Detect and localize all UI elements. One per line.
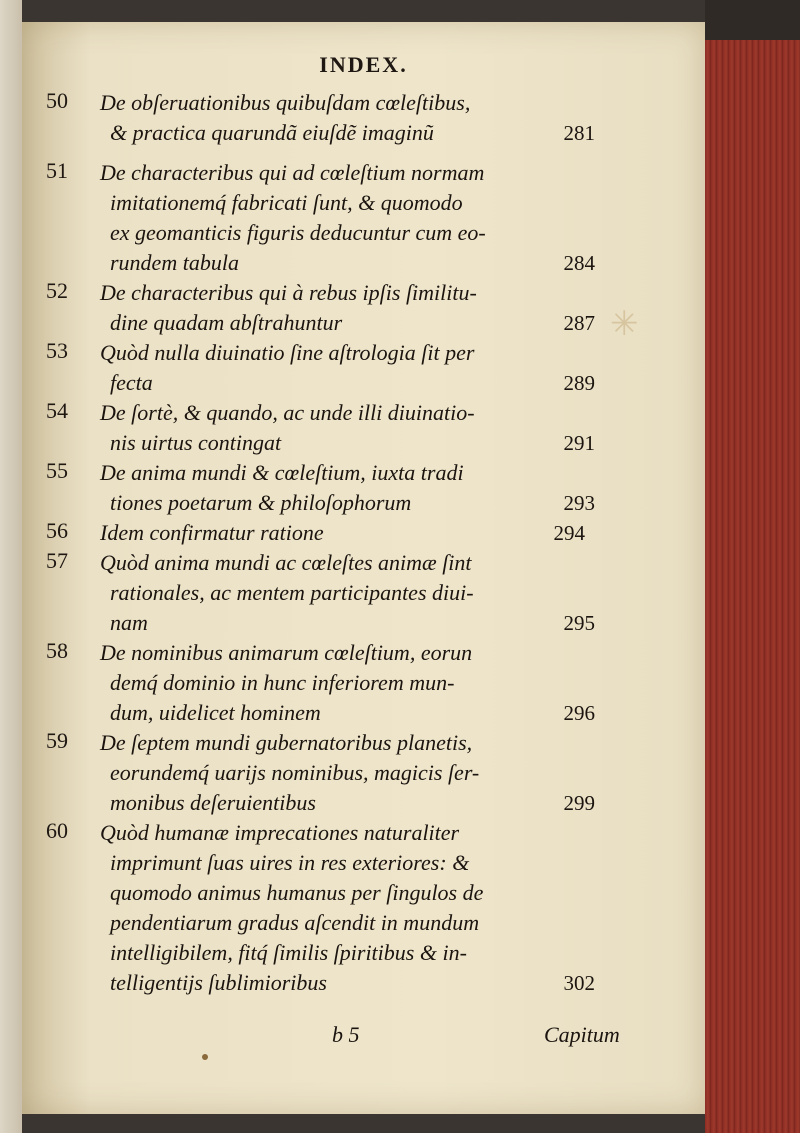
chapter-number: 51 (46, 158, 68, 183)
page-number: 295 (563, 611, 595, 635)
page-number: 291 (563, 431, 595, 455)
entry-text: monibus deſeruientibus (110, 790, 316, 815)
chapter-number: 53 (46, 338, 68, 363)
background-dark (705, 0, 800, 40)
entry-line (110, 118, 595, 148)
entry-text: tiones poetarum & philoſophorum (110, 490, 412, 515)
entry-text: rationales, ac mentem participantes diui- (110, 580, 474, 605)
entry-text: De characteribus qui ad cœleſtium normam (100, 160, 485, 185)
entry-text: imitationemq́ fabricati ſunt, & quomodo (110, 190, 463, 215)
chapter-number: 52 (46, 278, 68, 303)
index-entry (22, 158, 705, 278)
entry-text: rundem tabula (110, 250, 239, 275)
entry-text: nis uirtus contingat (110, 430, 282, 455)
entry-line (100, 158, 585, 188)
entry-text: De nominibus animarum cœleſtium, eorun (100, 640, 473, 665)
entry-text: telligentijs ſublimioribus (110, 970, 327, 995)
entry-text: Quòd anima mundi ac cœleſtes animæ ſint (100, 550, 472, 575)
page-number: 296 (563, 701, 595, 725)
entry-text: Quòd nulla diuinatio ſine aſtrologia ſit per (100, 340, 475, 365)
index-entry (22, 338, 705, 398)
signature-mark: b 5 (332, 1022, 360, 1047)
entry-text: quomodo animus humanus per ſingulos de (110, 880, 484, 905)
entry-line (110, 938, 595, 968)
entry-line (110, 188, 595, 218)
page-number: 287 (563, 311, 595, 335)
entry-text: demq́ dominio in hunc inferiorem mun- (110, 670, 455, 695)
chapter-number: 50 (46, 88, 68, 113)
entry-text: imprimunt ſuas uires in res exteriores: & (110, 850, 470, 875)
entry-line (100, 278, 585, 308)
entry-line (110, 488, 595, 518)
entry-line (100, 548, 585, 578)
entry-text: Quòd humanæ imprecationes naturaliter (100, 820, 460, 845)
entry-text: intelligibilem, fitq́ ſimilis ſpiritibus & in- (110, 940, 467, 965)
entry-text: Idem confirmatur ratione (100, 520, 324, 545)
entry-line (110, 758, 595, 788)
entry-text: De characteribus qui à rebus ipſis ſimilitu- (100, 280, 477, 305)
entry-text: De anima mundi & cœleſtium, iuxta tradi (100, 460, 464, 485)
book-binding (0, 0, 22, 1133)
entry-text: eorundemq́ uarijs nominibus, magicis ſer- (110, 760, 480, 785)
page-footer (22, 1022, 705, 1056)
entry-text: ex geomanticis figuris deducuntur cum eo- (110, 220, 486, 245)
entry-line (110, 308, 595, 338)
catchword: Capitum (544, 1022, 620, 1047)
entry-line (110, 428, 595, 458)
index-entry (22, 398, 705, 458)
index-entry (22, 518, 705, 548)
entry-line (110, 248, 595, 278)
ink-spot (202, 1054, 208, 1060)
entry-text: dum, uidelicet hominem (110, 700, 321, 725)
entry-line (110, 668, 595, 698)
chapter-number: 55 (46, 458, 68, 483)
entry-line (110, 608, 595, 638)
page-number: 293 (563, 491, 595, 515)
index-entry (22, 638, 705, 728)
entry-text: fecta (110, 370, 153, 395)
entry-text: nam (110, 610, 148, 635)
entry-line (110, 368, 595, 398)
entry-text: De obſeruationibus quibuſdam cœleſtibus, (100, 90, 471, 115)
entry-line (100, 458, 585, 488)
entry-line (100, 818, 585, 848)
chapter-number: 56 (46, 518, 68, 543)
entry-line (100, 518, 585, 548)
entry-text: De ſortè, & quando, ac unde illi diuinatio- (100, 400, 475, 425)
entry-line (110, 218, 595, 248)
entry-line (110, 578, 595, 608)
page-header: INDEX. (319, 52, 408, 77)
entry-line (110, 848, 595, 878)
index-entry (22, 728, 705, 818)
entry-line (100, 88, 585, 118)
page-number: 284 (563, 251, 595, 275)
chapter-number: 58 (46, 638, 68, 663)
index-entries (22, 22, 705, 1114)
page-number: 302 (563, 971, 595, 995)
index-entry (22, 458, 705, 518)
index-entry (22, 88, 705, 148)
index-entry (22, 548, 705, 638)
page-number: 294 (553, 521, 585, 545)
entry-line (100, 638, 585, 668)
entry-line (100, 338, 585, 368)
entry-line (110, 878, 595, 908)
chapter-number: 59 (46, 728, 68, 753)
chapter-number: 54 (46, 398, 68, 423)
book-edge-red (705, 40, 800, 1133)
entry-line (110, 788, 595, 818)
index-entry (22, 818, 705, 998)
book-page (22, 22, 705, 1114)
entry-line (110, 968, 595, 998)
index-entry (22, 278, 705, 338)
entry-text: De ſeptem mundi gubernatoribus planetis, (100, 730, 473, 755)
entry-line (100, 398, 585, 428)
page-number: 299 (563, 791, 595, 815)
entry-text: dine quadam abſtrahuntur (110, 310, 343, 335)
entry-line (110, 698, 595, 728)
entry-line (100, 728, 585, 758)
page-number: 289 (563, 371, 595, 395)
chapter-number: 57 (46, 548, 68, 573)
chapter-number: 60 (46, 818, 68, 843)
entry-text: & practica quarundã eiuſdẽ imaginũ (110, 120, 434, 145)
entry-line (110, 908, 595, 938)
page-number: 281 (563, 121, 595, 145)
ink-stain-mark: ✳ (610, 306, 639, 343)
entry-text: pendentiarum gradus aſcendit in mundum (110, 910, 480, 935)
